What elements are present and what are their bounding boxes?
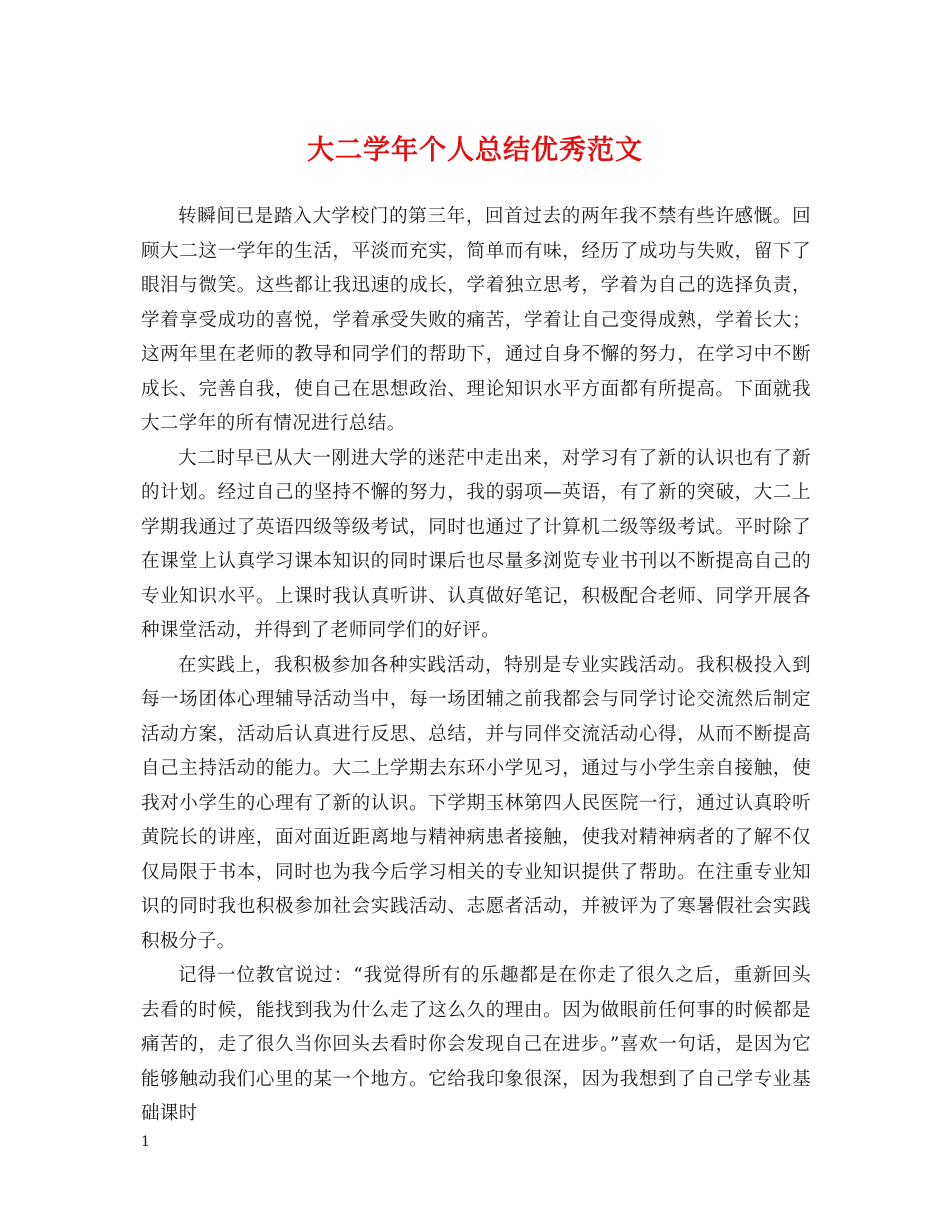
document-title: 大二学年个人总结优秀范文 <box>307 135 643 166</box>
paragraph-3: 在实践上，我积极参加各种实践活动，特别是专业实践活动。我积极投入到每一场团体心理辅导活动当中，每一场团辅之前我都会与同学讨论交流然后制定活动方案，活动后认真进行反思、总结，并与同伴交流活动心得，从而不断提高自己主持活动的能力。大二上学期去东环小学见习，通过与小学生亲自接触，使我对小学生的心理有了新的认识。下学期玉林第四人民医院一行，通过认真聆听黄院长的讲座，面对面近距离地与精神病患者接触，使我对精神病者的了解不仅仅局限于书本，同时也为我今后学习相关的专业知识提供了帮助。在注重专业知识的同时我也积极参加社会实践活动、志愿者活动，并被评为了寒暑假社会实践积极分子。 <box>141 654 811 952</box>
paragraph-2: 大二时早已从大一刚进大学的迷茫中走出来，对学习有了新的认识也有了新的计划。经过自己的坚持不懈的努力，我的弱项—英语，有了新的突破，大二上学期我通过了英语四级等级考试，同时也通过了计算机二级等级考试。平时除了在课堂上认真学习课本知识的同时课后也尽量多浏览专业书刊以不断提高自己的专业知识水平。上课时我认真听讲、认真做好笔记，积极配合老师、同学开展各种课堂活动，并得到了老师同学们的好评。 <box>141 447 811 641</box>
paragraph-1: 转瞬间已是踏入大学校门的第三年，回首过去的两年我不禁有些许感慨。回顾大二这一学年的生活，平淡而充实，简单而有味，经历了成功与失败，留下了眼泪与微笑。这些都让我迅速的成长，学着独立思考，学着为自己的选择负责，学着享受成功的喜悦，学着承受失败的痛苦，学着让自己变得成熟，学着长大；这两年里在老师的教导和同学们的帮助下，通过自身不懈的努力，在学习中不断成长、完善自我，使自己在思想政治、理论知识水平方面都有所提高。下面就我大二学年的所有情况进行总结。 <box>141 206 811 434</box>
paragraph-4: 记得一位教官说过：“我觉得所有的乐趣都是在你走了很久之后，重新回头去看的时候，能找到我为什么走了这么久的理由。因为做眼前任何事的时候都是痛苦的，走了很久当你回头去看时你会发现自己在进步。”喜欢一句话，是因为它能够触动我们心里的某一个地方。它给我印象很深，因为我想到了自己学专业基础课时 <box>141 965 811 1124</box>
page-number: 1 <box>141 1134 150 1150</box>
document-body <box>141 200 811 1132</box>
